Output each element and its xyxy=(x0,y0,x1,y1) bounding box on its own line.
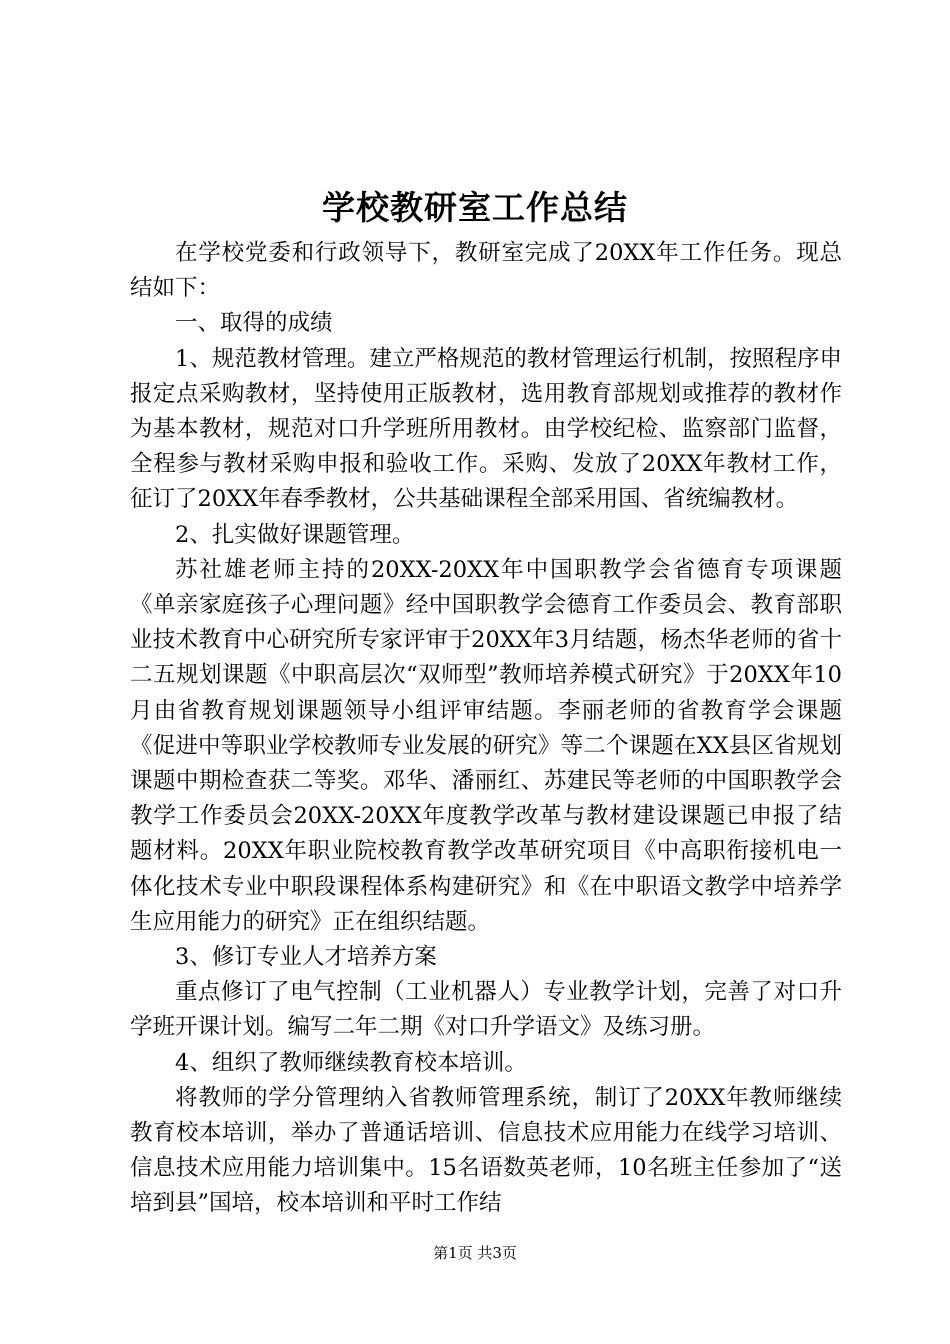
subheading-project-management: 2、扎实做好课题管理。 xyxy=(175,521,415,548)
document-body xyxy=(130,236,842,1222)
section-heading-achievements: 一、取得的成绩 xyxy=(175,310,333,337)
paragraph-training-plan: 重点修订了电气控制（工业机器人）专业教学计划，完善了对口升学班开课计划。编写二年二期《对口升学语文》及练习册。 xyxy=(130,979,842,1041)
page-number-footer: 第1页 共3页 xyxy=(433,1244,517,1262)
paragraph-textbook-management: 1、规范教材管理。建立严格规范的教材管理运行机制，按照程序申报定点采购教材，坚持使用正版教材，选用教育部规划或推荐的教材作为基本教材，规范对口升学班所用教材。由学校纪检、监察部门监督，全程参与教材采购申报和验收工作。采购、发放了20XX年教材工作，征订了20XX年春季教材，公共基础课程全部采用国、省统编教材。 xyxy=(130,345,842,513)
subheading-continuing-education: 4、组织了教师继续教育校本培训。 xyxy=(175,1049,527,1076)
document-title: 学校教研室工作总结 xyxy=(322,188,628,227)
paragraph-intro: 在学校党委和行政领导下，教研室完成了20XX年工作任务。现总结如下： xyxy=(130,240,842,302)
paragraph-continuing-education: 将教师的学分管理纳入省教师管理系统，制订了20XX年教师继续教育校本培训，举办了普通话培训、信息技术应用能力在线学习培训、信息技术应用能力培训集中。15名语数英老师，10名班主任参加了“送培到县”国培，校本培训和平时工作结 xyxy=(130,1084,842,1217)
paragraph-research-projects: 苏社雄老师主持的20XX-20XX年中国职教学会省德育专项课题《单亲家庭孩子心理问题》经中国职教学会德育工作委员会、教育部职业技术教育中心研究所专家评审于20XX年3月结题，杨杰华老师的省十二五规划课题《中职高层次“双师型”教师培养模式研究》于20XX年10月由省教育规划课题领导小组评审结题。李丽老师的省教育学会课题《促进中等职业学校教师专业发展的研究》等二个课题在XX县区省规划课题中期检查获二等奖。邓华、潘丽红、苏建民等老师的中国职教学会教学工作委员会20XX-20XX年度教学改革与教材建设课题已申报了结题材料。20XX年职业院校教育教学改革研究项目《中高职衔接机电一体化技术专业中职段课程体系构建研究》和《在中职语文教学中培养学生应用能力的研究》正在组织结题。 xyxy=(130,556,842,935)
subheading-training-plan: 3、修订专业人才培养方案 xyxy=(175,944,437,971)
